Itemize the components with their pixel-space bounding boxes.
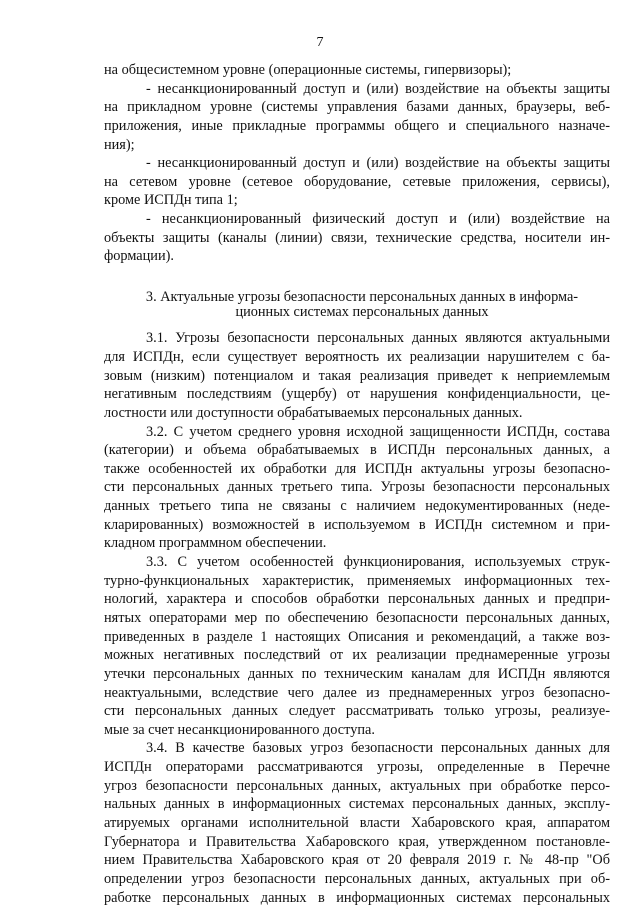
text-line: на общесистемном уровне (операционные системы, гипервизоры); [104,62,512,78]
text-line: приведенных в разделе 1 настоящих Описания и рекомендаций, а также воз- [104,628,610,645]
page-number: 7 [316,35,324,50]
heading-line: ционных системах персональных данных [235,303,489,320]
text-line: нятых операторами мер по обеспечению безопасности персональных данных, [104,609,610,626]
text-line: нологий, характера и способов обработки персональных данных и предпри- [104,591,610,608]
text-line: для ИСПДн, если существует вероятность их реализации нарушителем с ба- [104,348,610,365]
text-line: мые за счет несанкционированного доступа. [104,721,375,738]
text-line: можных негативных последствий от их реализации преднамеренные угрозы [104,647,610,664]
paragraph [104,61,610,80]
text-line: - несанкционированный физический доступ и (или) воздействие на [146,211,610,228]
text-line: - несанкционированный доступ и (или) воздействие на объекты защиты [146,155,610,172]
text-line: приложения, иные прикладные программы общего и специального назначе- [104,117,610,134]
text-line: лостности или доступности обрабатываемых персональных данных. [104,404,523,421]
text-line: утечки персональных данных по техническим каналам для ИСПДн являются [104,665,610,682]
paragraph [104,154,610,210]
text-line: кларированных) возможностей в используемом в ИСПДн системном и при- [104,516,610,533]
paragraph [104,80,610,155]
text-line: на сетевом уровне (сетевое оборудование, сетевые приложения, сервисы), [104,173,610,190]
text-line: атируемых органами исполнительной власти Хабаровского края, аппаратом [104,814,610,831]
text-line: угроз безопасности персональных данных, актуальных при обработке персо- [104,777,610,794]
text-line: ния); [104,136,135,153]
document-body [104,61,610,907]
text-line: кроме ИСПДн типа 1; [104,192,238,209]
text-line: Губернатора и Правительства Хабаровского края, утвержденном постановле- [104,833,610,850]
paragraph [104,210,610,266]
paragraph [104,423,610,553]
text-line: сти персональных данных следует рассматривать только угрозы, реализуе- [104,703,610,720]
text-line: также особенностей их обработки для ИСПДн актуальны угрозы безопасно- [104,460,610,477]
paragraph [104,329,610,422]
text-line: 3.3. С учетом особенностей функционирования, используемых струк- [146,554,610,571]
text-line: сти персональных данных третьего типа. Угрозы безопасности персональных [104,479,610,496]
paragraph [104,553,610,739]
text-line: на прикладном уровне (системы управления базами данных, браузеры, веб- [104,99,610,116]
text-line: работке персональных данных в информационных системах персональных [104,889,610,906]
text-line: нием Правительства Хабаровского края от 20 февраля 2019 г. № 48-пр "Об [104,852,610,869]
text-line: неактуальными, вследствие чего далее из преднамеренных угроз безопасно- [104,684,610,701]
heading-line: 3. Актуальные угрозы безопасности персональных данных в информа- [145,289,579,306]
text-line: 3.4. В качестве базовых угроз безопасности персональных данных для [146,740,610,757]
text-line: объекты защиты (каналы (линии) связи, технические средства, носители ин- [104,229,610,246]
text-line: определении угроз безопасности персональных данных, актуальных при об- [104,870,610,887]
text-line: формации). [104,248,174,265]
text-line: - несанкционированный доступ и (или) воздействие на объекты защиты [146,80,610,97]
section-heading [104,288,610,321]
text-line: (категории) и объема обрабатываемых в ИСПДн персональных данных, а [104,442,610,459]
text-line: 3.1. Угрозы безопасности персональных данных являются актуальными [146,330,610,347]
text-line: зовым (низким) потенциалом и такая реализация приведет к неприемлемым [104,367,610,384]
text-line: турно-функциональных характеристик, применяемых информационных тех- [104,572,610,589]
text-line: кладном программном обеспечении. [104,535,327,552]
paragraph [104,739,610,907]
text-line: негативным последствиям (ущербу) от нарушения конфиденциальности, це- [104,386,610,403]
text-line: 3.2. С учетом среднего уровня исходной защищенности ИСПДн, состава [146,423,610,440]
text-line: нальных данных в информационных системах персональных данных, эксплу- [104,796,610,813]
text-line: ИСПДн операторами рассматриваются угрозы, определенные в Перечне [104,759,610,776]
text-line: данных третьего типа не связаны с наличием недокументированных (неде- [104,498,610,515]
